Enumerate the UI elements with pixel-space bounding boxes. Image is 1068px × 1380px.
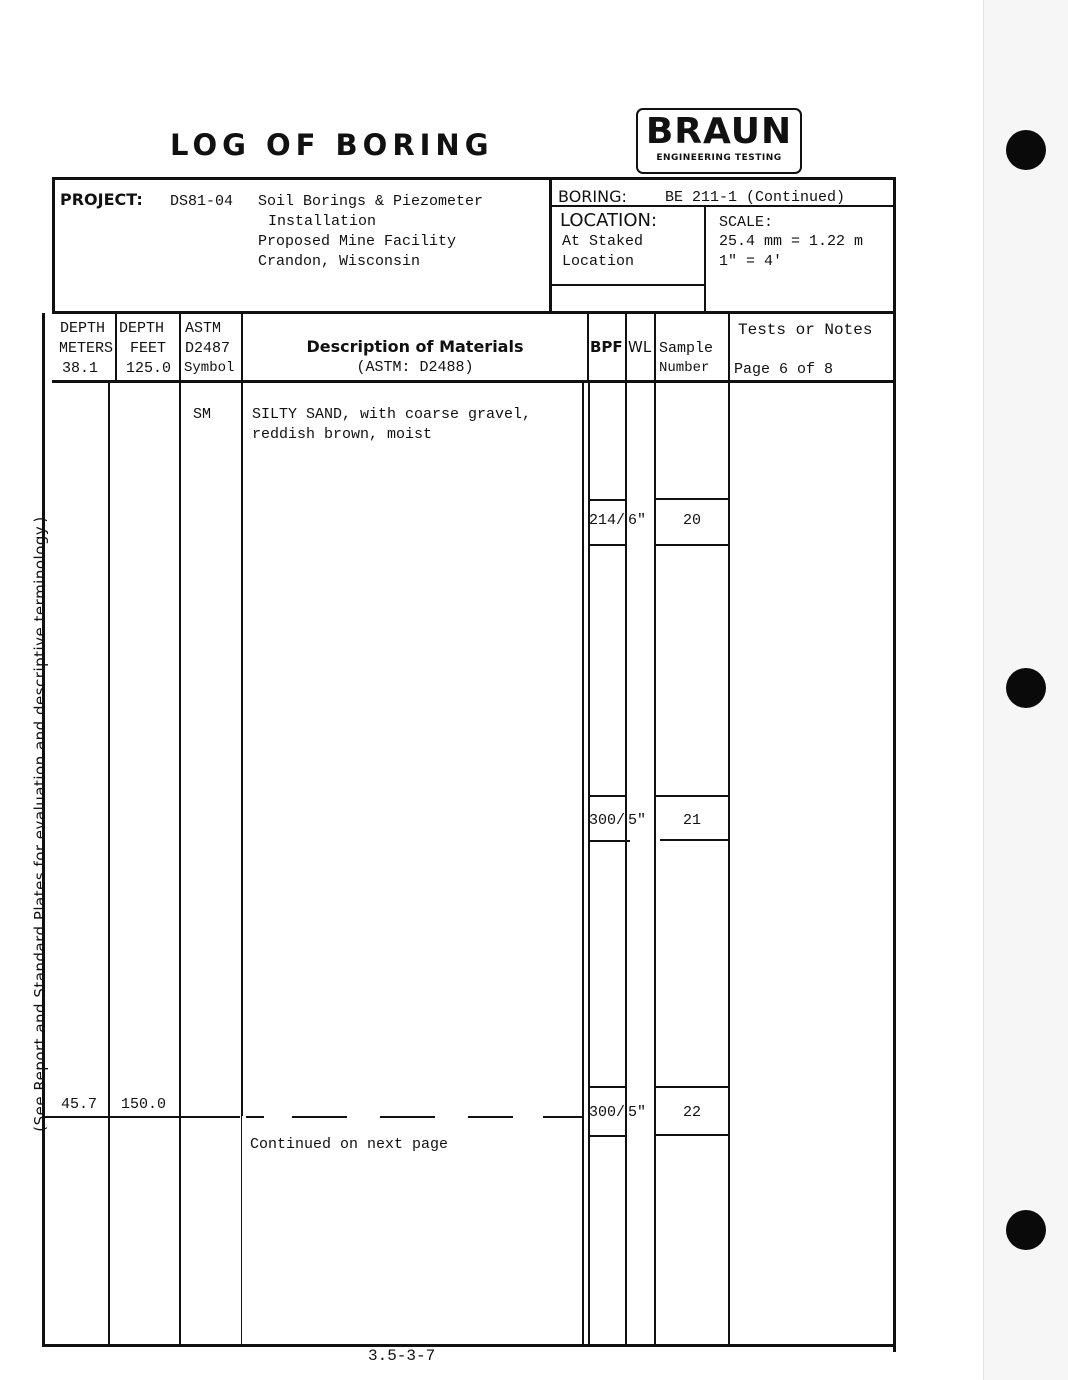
header-depth-ft-2: FEET [130, 340, 167, 357]
header-depth-m-1: DEPTH [60, 320, 106, 337]
header-bpf: BPF [590, 338, 623, 356]
header-depth-m-2: METERS [59, 340, 114, 357]
sample-22-bpf: 300/ [589, 1104, 626, 1121]
header-sample-2: Number [659, 360, 710, 376]
header-depth-ft-start: 125.0 [126, 360, 172, 377]
project-label: PROJECT: [60, 190, 143, 209]
header-sample-1: Sample [659, 340, 714, 357]
scale-line-2: 1" = 4' [719, 253, 783, 270]
boring-label: BORING: [558, 187, 627, 206]
scale-line-1: 25.4 mm = 1.22 m [719, 233, 864, 250]
header-description-sub: (ASTM: D2488) [356, 359, 474, 376]
header-tests: Tests or Notes [738, 321, 873, 339]
logo-brand: BRAUN [645, 111, 793, 152]
sample-21-bpf: 300/ [589, 812, 626, 829]
bottom-depth-meters: 45.7 [61, 1096, 98, 1113]
project-line-2: Installation [268, 213, 377, 230]
sample-20-wl: 6" [628, 512, 647, 529]
location-line-1: At Staked [562, 233, 644, 250]
sample-21-number: 21 [682, 812, 701, 829]
page-number: 3.5-3-7 [368, 1347, 436, 1365]
location-line-2: Location [562, 253, 635, 270]
continued-note: Continued on next page [250, 1136, 449, 1153]
project-line-3: Proposed Mine Facility [258, 233, 457, 250]
project-number: DS81-04 [170, 193, 234, 210]
header-astm-1: ASTM [185, 320, 222, 337]
scale-label: SCALE: [719, 214, 774, 231]
sample-20-bpf: 214/ [589, 512, 626, 529]
project-line-4: Crandon, Wisconsin [258, 253, 421, 270]
project-line-1: Soil Borings & Piezometer [258, 193, 484, 210]
header-astm-2: D2487 [185, 340, 231, 357]
layer-line-2: reddish brown, moist [252, 426, 433, 443]
boring-value: BE 211-1 (Continued) [665, 189, 846, 206]
location-label: LOCATION: [560, 210, 658, 231]
bottom-depth-feet: 150.0 [121, 1096, 167, 1113]
logo-tagline: ENGINEERING TESTING [656, 153, 782, 163]
punch-hole-bottom [1006, 1210, 1046, 1250]
header-astm-3: Symbol [184, 360, 235, 376]
side-note: (See Report and Standard Plates for evaluation and descriptive terminology.) [31, 516, 49, 1132]
sample-22-wl: 5" [628, 1104, 647, 1121]
header-depth-m-start: 38.1 [62, 360, 99, 377]
header-depth-ft-1: DEPTH [119, 320, 165, 337]
braun-logo [636, 108, 802, 174]
layer-symbol: SM [193, 406, 212, 423]
sample-20-number: 20 [682, 512, 701, 529]
page-title: LOG OF BORING [170, 128, 494, 162]
sample-22-number: 22 [682, 1104, 701, 1121]
sample-21-wl: 5" [628, 812, 647, 829]
header-page: Page 6 of 8 [734, 361, 834, 378]
layer-line-1: SILTY SAND, with coarse gravel, [252, 406, 532, 423]
punch-hole-middle [1006, 668, 1046, 708]
punch-hole-top [1006, 130, 1046, 170]
header-description: Description of Materials [306, 337, 524, 356]
header-wl: WL [628, 338, 652, 356]
